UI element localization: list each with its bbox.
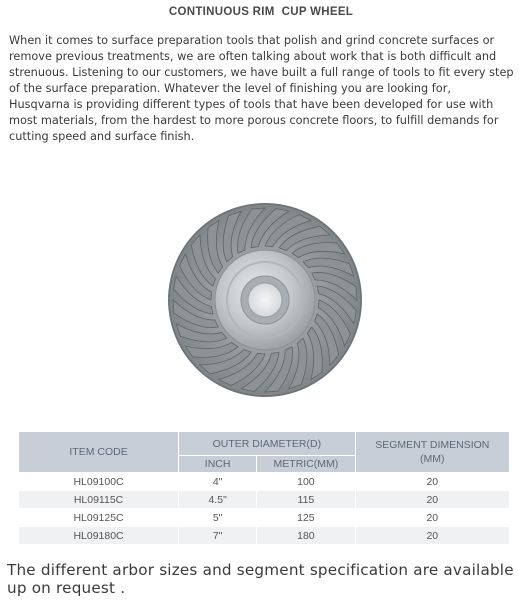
cell-inch: 5": [179, 509, 257, 527]
cell-metric: 100: [257, 473, 355, 491]
cell-segment: 20: [355, 509, 509, 527]
cell-code: HL09125C: [19, 509, 179, 527]
cell-segment: 20: [355, 491, 509, 509]
diamond-cup-wheel-icon: [166, 200, 364, 400]
intro-paragraph: When it comes to surface preparation tools that polish and grind concrete surfaces or remove previous treatments, we are often talking about work that is both difficult and strenuous. Listening to our customers, we have built a full range of tools to fit every step of the surface preparation. Whatever the level of finishing you are looking for, Husqvarna is providing different types of tools that have been developed for use with most materials, from the hardest to more porous concrete floors, to fulfill demands for cutting speed and surface finish.: [9, 34, 514, 143]
col-header-segment-dimension: SEGMENT DIMENSION (MM): [355, 432, 509, 473]
wheel-arbor-hole: [248, 283, 282, 317]
table-row: [19, 491, 510, 509]
cell-code: HL09180C: [19, 527, 179, 545]
cell-code: HL09100C: [19, 473, 179, 491]
table-row: [19, 473, 510, 491]
col-header-outer-diameter: OUTER DIAMETER(D): [179, 432, 356, 456]
cell-segment: 20: [355, 527, 509, 545]
spec-table: [18, 431, 510, 545]
page-title: CONTINUOUS RIM CUP WHEEL: [168, 6, 354, 18]
table-row: [19, 527, 510, 545]
cell-code: HL09115C: [19, 491, 179, 509]
product-image: [166, 200, 364, 400]
cell-inch: 4": [179, 473, 257, 491]
cell-metric: 115: [257, 491, 355, 509]
col-header-metric: METRIC(MM): [257, 456, 355, 473]
cell-inch: 4.5": [179, 491, 257, 509]
cell-metric: 180: [257, 527, 355, 545]
col-header-inch: INCH: [179, 456, 257, 473]
col-header-item-code: ITEM CODE: [19, 432, 179, 473]
cell-inch: 7": [179, 527, 257, 545]
table-row: [19, 509, 510, 527]
cell-metric: 125: [257, 509, 355, 527]
cell-segment: 20: [355, 473, 509, 491]
footer-note: The different arbor sizes and segment specification are available up on request .: [7, 561, 514, 597]
